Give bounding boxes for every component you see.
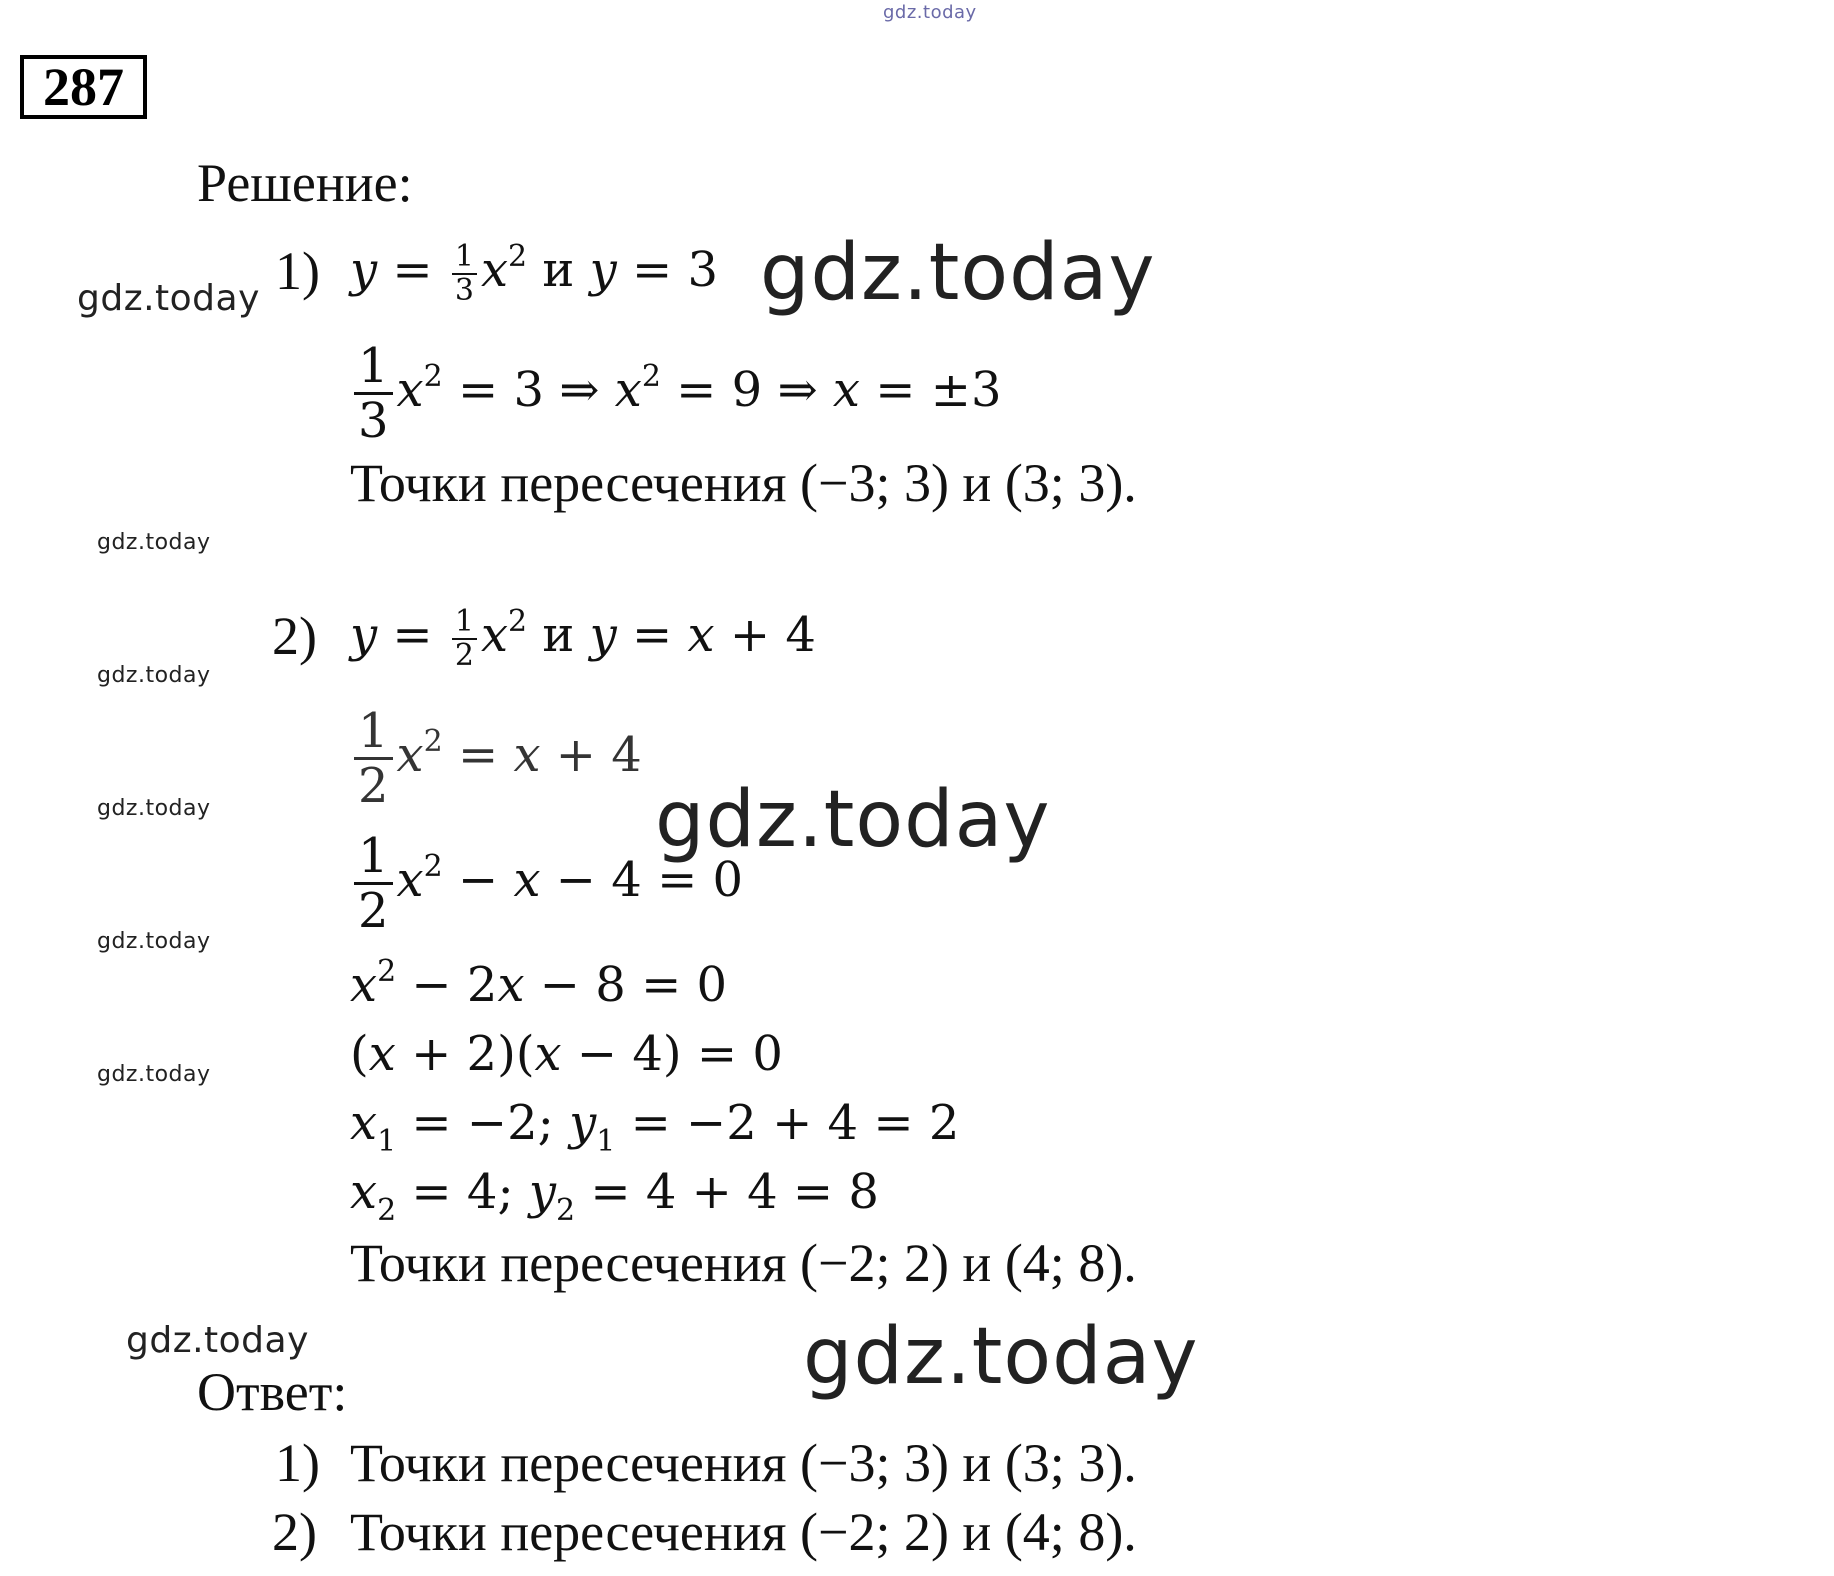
fraction: $\frac{1}{2}$	[452, 606, 477, 672]
watermark-top: gdz.today	[883, 2, 977, 23]
answer-1-number: 1)	[275, 1433, 320, 1493]
fraction: $\frac{1}{3}$	[354, 340, 393, 447]
part1-given: y = $\frac{1}{3}$ $x^2$ и y = 3	[350, 238, 719, 308]
part2-number: 2)	[272, 606, 317, 666]
part2-step1: $\frac{1}{2}$ $x^2 = x + 4$	[350, 705, 642, 812]
answer-label: Ответ:	[197, 1362, 348, 1422]
problem-number: 287	[20, 55, 147, 119]
part2-given: y = $\frac{1}{2}$ $x^2$ и y = x + 4	[350, 603, 816, 673]
watermark-large: gdz.today	[760, 228, 1156, 318]
part2-step3: $x^2 - 2x - 8 = 0$	[350, 954, 728, 1013]
part1-step1: $\frac{1}{3}$ $x^2 = 3$ ⇒ $x^2 = 9$ ⇒ x = ±3	[350, 340, 1002, 447]
watermark: gdz.today	[97, 663, 211, 688]
watermark: gdz.today	[77, 278, 260, 319]
fraction: $\frac{1}{2}$	[354, 705, 393, 812]
part2-step5: $x_1 = -2$; $y_1 = -2 + 4 = 2$	[350, 1095, 960, 1159]
watermark: gdz.today	[97, 530, 211, 555]
watermark-large: gdz.today	[803, 1312, 1199, 1402]
fraction: $\frac{1}{3}$	[452, 241, 477, 307]
watermark: gdz.today	[126, 1320, 309, 1361]
part2-points: Точки пересечения (−2; 2) и (4; 8).	[350, 1233, 1137, 1293]
solution-label: Решение:	[197, 153, 413, 213]
watermark: gdz.today	[97, 796, 211, 821]
part2-step4: (x + 2)(x − 4) = 0	[350, 1026, 783, 1082]
answer-1-text: Точки пересечения (−3; 3) и (3; 3).	[350, 1433, 1137, 1493]
watermark-large: gdz.today	[655, 775, 1051, 865]
part1-number: 1)	[275, 241, 320, 301]
answer-2-number: 2)	[272, 1502, 317, 1562]
part1-points: Точки пересечения (−3; 3) и (3; 3).	[350, 453, 1137, 513]
fraction: $\frac{1}{2}$	[354, 830, 393, 937]
answer-2-text: Точки пересечения (−2; 2) и (4; 8).	[350, 1502, 1137, 1562]
watermark: gdz.today	[97, 1062, 211, 1087]
watermark: gdz.today	[97, 929, 211, 954]
part2-step6: $x_2 = 4$; $y_2 = 4 + 4 = 8$	[350, 1164, 879, 1228]
part2-step2: $\frac{1}{2}$ $x^2 - x - 4 = 0$	[350, 830, 743, 937]
